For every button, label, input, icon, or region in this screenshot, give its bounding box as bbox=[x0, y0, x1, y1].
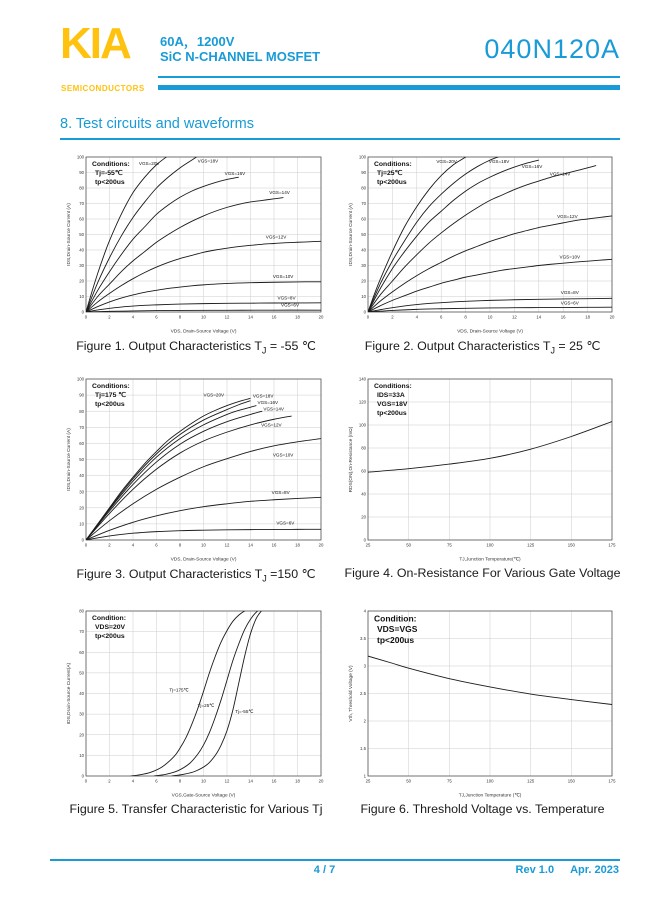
svg-text:VGS=18V: VGS=18V bbox=[197, 158, 219, 164]
figure-4-plot bbox=[344, 372, 621, 564]
svg-text:175: 175 bbox=[608, 778, 616, 784]
svg-text:VGS=16V: VGS=16V bbox=[257, 399, 279, 405]
caption-text: = -55 ℃ bbox=[266, 339, 316, 353]
figure-4-caption bbox=[344, 566, 621, 582]
svg-text:Tj=25℃: Tj=25℃ bbox=[197, 702, 215, 708]
svg-text:40: 40 bbox=[79, 473, 84, 479]
figure-2-caption bbox=[344, 338, 621, 355]
svg-text:Condition:: Condition: bbox=[374, 613, 417, 624]
svg-text:IDS,Drain-Source Current (A): IDS,Drain-Source Current (A) bbox=[349, 203, 354, 266]
svg-text:18: 18 bbox=[585, 314, 590, 320]
svg-text:VGS=10V: VGS=10V bbox=[272, 452, 294, 458]
svg-text:4: 4 bbox=[363, 608, 366, 614]
svg-text:8: 8 bbox=[178, 542, 182, 548]
svg-text:Tj=25℃: Tj=25℃ bbox=[377, 169, 403, 177]
figure-2 bbox=[344, 150, 621, 355]
svg-text:14: 14 bbox=[248, 314, 253, 320]
header-rule-thin bbox=[158, 76, 620, 78]
page-number: 4 / 7 bbox=[313, 864, 336, 876]
figure-5-plot bbox=[62, 604, 330, 800]
figure-1-caption bbox=[62, 338, 330, 355]
svg-text:0: 0 bbox=[81, 309, 84, 315]
svg-text:20: 20 bbox=[609, 314, 615, 320]
svg-text:1.5: 1.5 bbox=[360, 746, 366, 752]
svg-text:3.5: 3.5 bbox=[360, 636, 366, 642]
svg-text:tp<200us: tp<200us bbox=[95, 400, 125, 408]
svg-text:VDS, Drain-Source Voltage (V: VDS, Drain-Source Voltage (V) bbox=[170, 557, 237, 563]
svg-text:TJ,Junction Temperature (℃): TJ,Junction Temperature (℃) bbox=[458, 793, 522, 799]
svg-text:100: 100 bbox=[358, 422, 366, 428]
svg-text:6: 6 bbox=[155, 542, 158, 548]
figure-6-caption bbox=[344, 802, 621, 818]
svg-text:VGS=18V: VGS=18V bbox=[377, 400, 408, 408]
device-type: SiC N-CHANNEL MOSFET bbox=[160, 49, 321, 64]
svg-text:2: 2 bbox=[363, 718, 366, 724]
svg-text:2: 2 bbox=[108, 314, 111, 320]
revision-info bbox=[516, 864, 619, 876]
figure-5 bbox=[62, 604, 330, 818]
svg-text:Conditions:: Conditions: bbox=[92, 382, 130, 390]
svg-text:140: 140 bbox=[358, 376, 366, 382]
svg-text:tp<200us: tp<200us bbox=[377, 409, 407, 417]
svg-text:14: 14 bbox=[248, 778, 253, 784]
svg-text:18: 18 bbox=[295, 542, 300, 548]
svg-text:70: 70 bbox=[79, 201, 84, 207]
svg-text:75: 75 bbox=[446, 542, 452, 548]
svg-text:40: 40 bbox=[79, 691, 84, 697]
svg-text:VGS=18V: VGS=18V bbox=[252, 393, 274, 399]
svg-text:50: 50 bbox=[79, 457, 84, 463]
svg-text:VGS=16V: VGS=16V bbox=[224, 170, 246, 176]
revision-label: Rev 1.0 bbox=[515, 864, 555, 876]
svg-text:90: 90 bbox=[79, 170, 84, 176]
figure-3 bbox=[62, 372, 330, 583]
caption-text: Figure 2. Output Characteristics T bbox=[364, 339, 551, 353]
svg-text:0: 0 bbox=[84, 542, 88, 548]
svg-text:100: 100 bbox=[486, 778, 494, 784]
figure-6 bbox=[344, 604, 621, 818]
svg-text:0: 0 bbox=[363, 537, 366, 543]
svg-text:VGS=10V: VGS=10V bbox=[559, 254, 581, 260]
svg-text:70: 70 bbox=[79, 629, 84, 635]
svg-text:125: 125 bbox=[527, 778, 535, 784]
device-rating: 60A，1200V bbox=[160, 34, 235, 49]
svg-text:50: 50 bbox=[406, 542, 412, 548]
svg-text:VGS=20V: VGS=20V bbox=[203, 392, 225, 398]
svg-text:10: 10 bbox=[201, 314, 206, 320]
svg-text:70: 70 bbox=[79, 424, 84, 430]
svg-text:IDS,Drain-Source Current(A): IDS,Drain-Source Current(A) bbox=[67, 662, 72, 725]
kia-logo: KIA bbox=[60, 19, 130, 68]
svg-text:100: 100 bbox=[358, 154, 366, 160]
svg-text:10: 10 bbox=[361, 294, 366, 300]
svg-text:10: 10 bbox=[79, 521, 84, 527]
svg-text:VGS=12V: VGS=12V bbox=[557, 214, 578, 220]
figure-3-caption bbox=[62, 566, 330, 583]
svg-text:10: 10 bbox=[201, 778, 206, 784]
svg-text:VGS=8V: VGS=8V bbox=[271, 490, 290, 496]
svg-text:4: 4 bbox=[131, 778, 135, 784]
svg-text:80: 80 bbox=[79, 608, 84, 614]
svg-text:VGS=12V: VGS=12V bbox=[265, 234, 287, 240]
svg-text:VDS=20V: VDS=20V bbox=[95, 623, 126, 631]
svg-text:16: 16 bbox=[271, 778, 277, 784]
svg-text:8: 8 bbox=[178, 778, 182, 784]
svg-text:VGS=18V: VGS=18V bbox=[488, 159, 510, 165]
svg-text:VGS=6V: VGS=6V bbox=[560, 300, 579, 306]
svg-text:IDS=33A: IDS=33A bbox=[377, 391, 405, 399]
svg-text:60: 60 bbox=[79, 216, 84, 222]
figure-4 bbox=[344, 372, 621, 582]
svg-text:80: 80 bbox=[79, 185, 84, 191]
svg-text:175: 175 bbox=[608, 542, 616, 548]
svg-text:20: 20 bbox=[79, 505, 84, 511]
svg-text:Vth, Threshold Voltage (V): Vth, Threshold Voltage (V) bbox=[349, 665, 354, 722]
svg-text:50: 50 bbox=[79, 232, 84, 238]
caption-text: = 25 ℃ bbox=[554, 339, 601, 353]
svg-text:VGS=20V: VGS=20V bbox=[138, 160, 160, 166]
svg-text:18: 18 bbox=[295, 778, 300, 784]
svg-text:25: 25 bbox=[365, 542, 371, 548]
svg-text:tp<200us: tp<200us bbox=[95, 178, 125, 186]
caption-text: Figure 6. Threshold Voltage vs. Temperature bbox=[360, 802, 605, 816]
svg-text:VGS=16V: VGS=16V bbox=[521, 163, 543, 169]
svg-text:0: 0 bbox=[81, 773, 84, 779]
figure-2-plot bbox=[344, 150, 621, 336]
svg-text:40: 40 bbox=[361, 491, 366, 497]
svg-text:20: 20 bbox=[318, 778, 324, 784]
svg-text:12: 12 bbox=[224, 778, 230, 784]
figure-6-plot bbox=[344, 604, 621, 800]
svg-text:IDS,Drain-Source Current (A): IDS,Drain-Source Current (A) bbox=[67, 203, 72, 266]
svg-text:2: 2 bbox=[108, 778, 111, 784]
svg-text:4: 4 bbox=[131, 542, 135, 548]
svg-text:18: 18 bbox=[295, 314, 300, 320]
svg-text:80: 80 bbox=[361, 185, 366, 191]
svg-text:30: 30 bbox=[79, 263, 84, 269]
svg-text:VGS,Gate-Source Voltage (V): VGS,Gate-Source Voltage (V) bbox=[171, 793, 236, 799]
svg-text:20: 20 bbox=[361, 514, 366, 520]
svg-text:6: 6 bbox=[440, 314, 443, 320]
footer-rule bbox=[50, 859, 620, 861]
figure-1-plot bbox=[62, 150, 330, 336]
section-underline bbox=[60, 138, 620, 140]
svg-text:VGS=6V: VGS=6V bbox=[281, 302, 300, 308]
svg-text:16: 16 bbox=[560, 314, 566, 320]
svg-text:8: 8 bbox=[178, 314, 182, 320]
svg-text:14: 14 bbox=[248, 542, 253, 548]
svg-text:1: 1 bbox=[363, 773, 366, 779]
svg-text:Tj=-55℃: Tj=-55℃ bbox=[95, 169, 123, 177]
svg-text:150: 150 bbox=[567, 542, 575, 548]
svg-text:100: 100 bbox=[76, 154, 84, 160]
svg-text:2: 2 bbox=[108, 542, 111, 548]
svg-text:30: 30 bbox=[79, 489, 84, 495]
svg-text:40: 40 bbox=[79, 247, 84, 253]
svg-text:tp<200us: tp<200us bbox=[377, 634, 415, 645]
caption-subscript: J bbox=[261, 345, 267, 356]
svg-text:20: 20 bbox=[318, 314, 324, 320]
svg-text:VDS, Drain-Source Voltage (V): VDS, Drain-Source Voltage (V) bbox=[170, 329, 237, 335]
svg-text:Conditions:: Conditions: bbox=[374, 160, 412, 168]
svg-text:20: 20 bbox=[318, 542, 324, 548]
svg-text:VDS=VGS: VDS=VGS bbox=[377, 624, 418, 635]
svg-text:8: 8 bbox=[464, 314, 467, 320]
svg-text:14: 14 bbox=[536, 314, 542, 320]
svg-text:4: 4 bbox=[415, 314, 418, 320]
svg-text:125: 125 bbox=[527, 542, 535, 548]
svg-text:16: 16 bbox=[271, 314, 277, 320]
svg-text:IDS,Drain-Source Current (A): IDS,Drain-Source Current (A) bbox=[67, 428, 72, 491]
svg-text:75: 75 bbox=[446, 778, 452, 784]
caption-text: Figure 3. Output Characteristics T bbox=[76, 567, 263, 581]
svg-text:VGS=14V: VGS=14V bbox=[269, 190, 290, 196]
svg-text:60: 60 bbox=[79, 649, 84, 655]
section-title: 8. Test circuits and waveforms bbox=[60, 116, 254, 132]
svg-text:VGS=12V: VGS=12V bbox=[261, 422, 282, 428]
svg-text:30: 30 bbox=[361, 263, 366, 269]
part-number: 040N120A bbox=[484, 34, 620, 64]
svg-text:12: 12 bbox=[512, 314, 517, 320]
svg-text:RDS(ON),On-Resistance (mΩ): RDS(ON),On-Resistance (mΩ) bbox=[349, 426, 354, 493]
svg-text:Conditions:: Conditions: bbox=[92, 160, 130, 168]
svg-text:70: 70 bbox=[361, 201, 366, 207]
svg-text:20: 20 bbox=[361, 278, 366, 284]
svg-text:150: 150 bbox=[567, 778, 575, 784]
svg-text:Conditions:: Conditions: bbox=[374, 382, 412, 390]
svg-text:12: 12 bbox=[224, 314, 230, 320]
svg-text:120: 120 bbox=[358, 399, 366, 405]
svg-text:10: 10 bbox=[79, 752, 84, 758]
svg-text:60: 60 bbox=[361, 468, 366, 474]
svg-text:16: 16 bbox=[271, 542, 277, 548]
figure-5-caption bbox=[62, 802, 330, 818]
svg-text:80: 80 bbox=[79, 408, 84, 414]
svg-text:VGS=14V: VGS=14V bbox=[549, 171, 571, 177]
svg-text:tp<200us: tp<200us bbox=[95, 632, 125, 640]
svg-text:80: 80 bbox=[361, 445, 366, 451]
caption-subscript: J bbox=[550, 345, 555, 356]
svg-text:VGS=20V: VGS=20V bbox=[436, 159, 457, 165]
svg-text:10: 10 bbox=[487, 314, 493, 320]
svg-text:50: 50 bbox=[361, 232, 366, 238]
svg-text:VDS, Drain-Source Voltage (V): VDS, Drain-Source Voltage (V) bbox=[457, 329, 523, 335]
caption-subscript: J bbox=[262, 573, 267, 584]
svg-text:Tj=175℃: Tj=175℃ bbox=[169, 687, 189, 693]
svg-text:2.5: 2.5 bbox=[360, 691, 366, 697]
figure-3-plot bbox=[62, 372, 330, 564]
svg-text:0: 0 bbox=[363, 309, 366, 315]
revision-date: Apr. 2023 bbox=[570, 864, 619, 876]
caption-text: Figure 5. Transfer Characteristic for Various Tj bbox=[69, 802, 323, 816]
svg-text:6: 6 bbox=[155, 778, 158, 784]
svg-text:VGS=6V: VGS=6V bbox=[276, 520, 295, 526]
svg-text:60: 60 bbox=[361, 216, 366, 222]
svg-text:100: 100 bbox=[76, 376, 84, 382]
svg-text:2: 2 bbox=[391, 314, 394, 320]
svg-text:90: 90 bbox=[79, 392, 84, 398]
svg-text:100: 100 bbox=[486, 542, 494, 548]
svg-text:0: 0 bbox=[366, 314, 370, 320]
svg-text:10: 10 bbox=[201, 542, 206, 548]
svg-text:VGS=8V: VGS=8V bbox=[277, 295, 296, 301]
caption-text: =150 ℃ bbox=[266, 567, 316, 581]
kia-logo-subtitle: SEMICONDUCTORS bbox=[61, 84, 145, 93]
svg-text:50: 50 bbox=[79, 670, 84, 676]
svg-text:0: 0 bbox=[84, 314, 88, 320]
svg-text:20: 20 bbox=[79, 732, 84, 738]
svg-text:TJ,Junction Temperature(℃): TJ,Junction Temperature(℃) bbox=[459, 557, 521, 563]
svg-text:VGS=10V: VGS=10V bbox=[272, 273, 294, 279]
svg-text:60: 60 bbox=[79, 441, 84, 446]
figure-1 bbox=[62, 150, 330, 355]
svg-text:Tj=175 ℃: Tj=175 ℃ bbox=[95, 391, 126, 399]
caption-text: Figure 4. On-Resistance For Various Gate Voltage bbox=[344, 566, 621, 580]
svg-text:6: 6 bbox=[155, 314, 158, 320]
svg-text:40: 40 bbox=[361, 247, 366, 253]
svg-text:tp<200us: tp<200us bbox=[377, 178, 407, 186]
svg-text:4: 4 bbox=[131, 314, 135, 320]
svg-text:VGS=14V: VGS=14V bbox=[263, 406, 284, 412]
svg-text:VGS=8V: VGS=8V bbox=[560, 290, 579, 296]
svg-text:30: 30 bbox=[79, 711, 84, 717]
caption-text: Figure 1. Output Characteristics T bbox=[76, 339, 262, 353]
svg-text:25: 25 bbox=[365, 778, 371, 784]
svg-text:0: 0 bbox=[81, 537, 84, 543]
header-rule-thick bbox=[158, 85, 620, 90]
svg-text:Condition:: Condition: bbox=[92, 614, 126, 622]
svg-text:3: 3 bbox=[363, 663, 366, 669]
svg-text:0: 0 bbox=[84, 778, 88, 784]
svg-text:Tj=-55℃: Tj=-55℃ bbox=[235, 709, 254, 715]
svg-text:90: 90 bbox=[361, 170, 366, 176]
svg-text:20: 20 bbox=[79, 278, 84, 284]
svg-text:10: 10 bbox=[79, 294, 84, 300]
svg-text:12: 12 bbox=[224, 542, 230, 548]
svg-text:50: 50 bbox=[406, 778, 412, 784]
